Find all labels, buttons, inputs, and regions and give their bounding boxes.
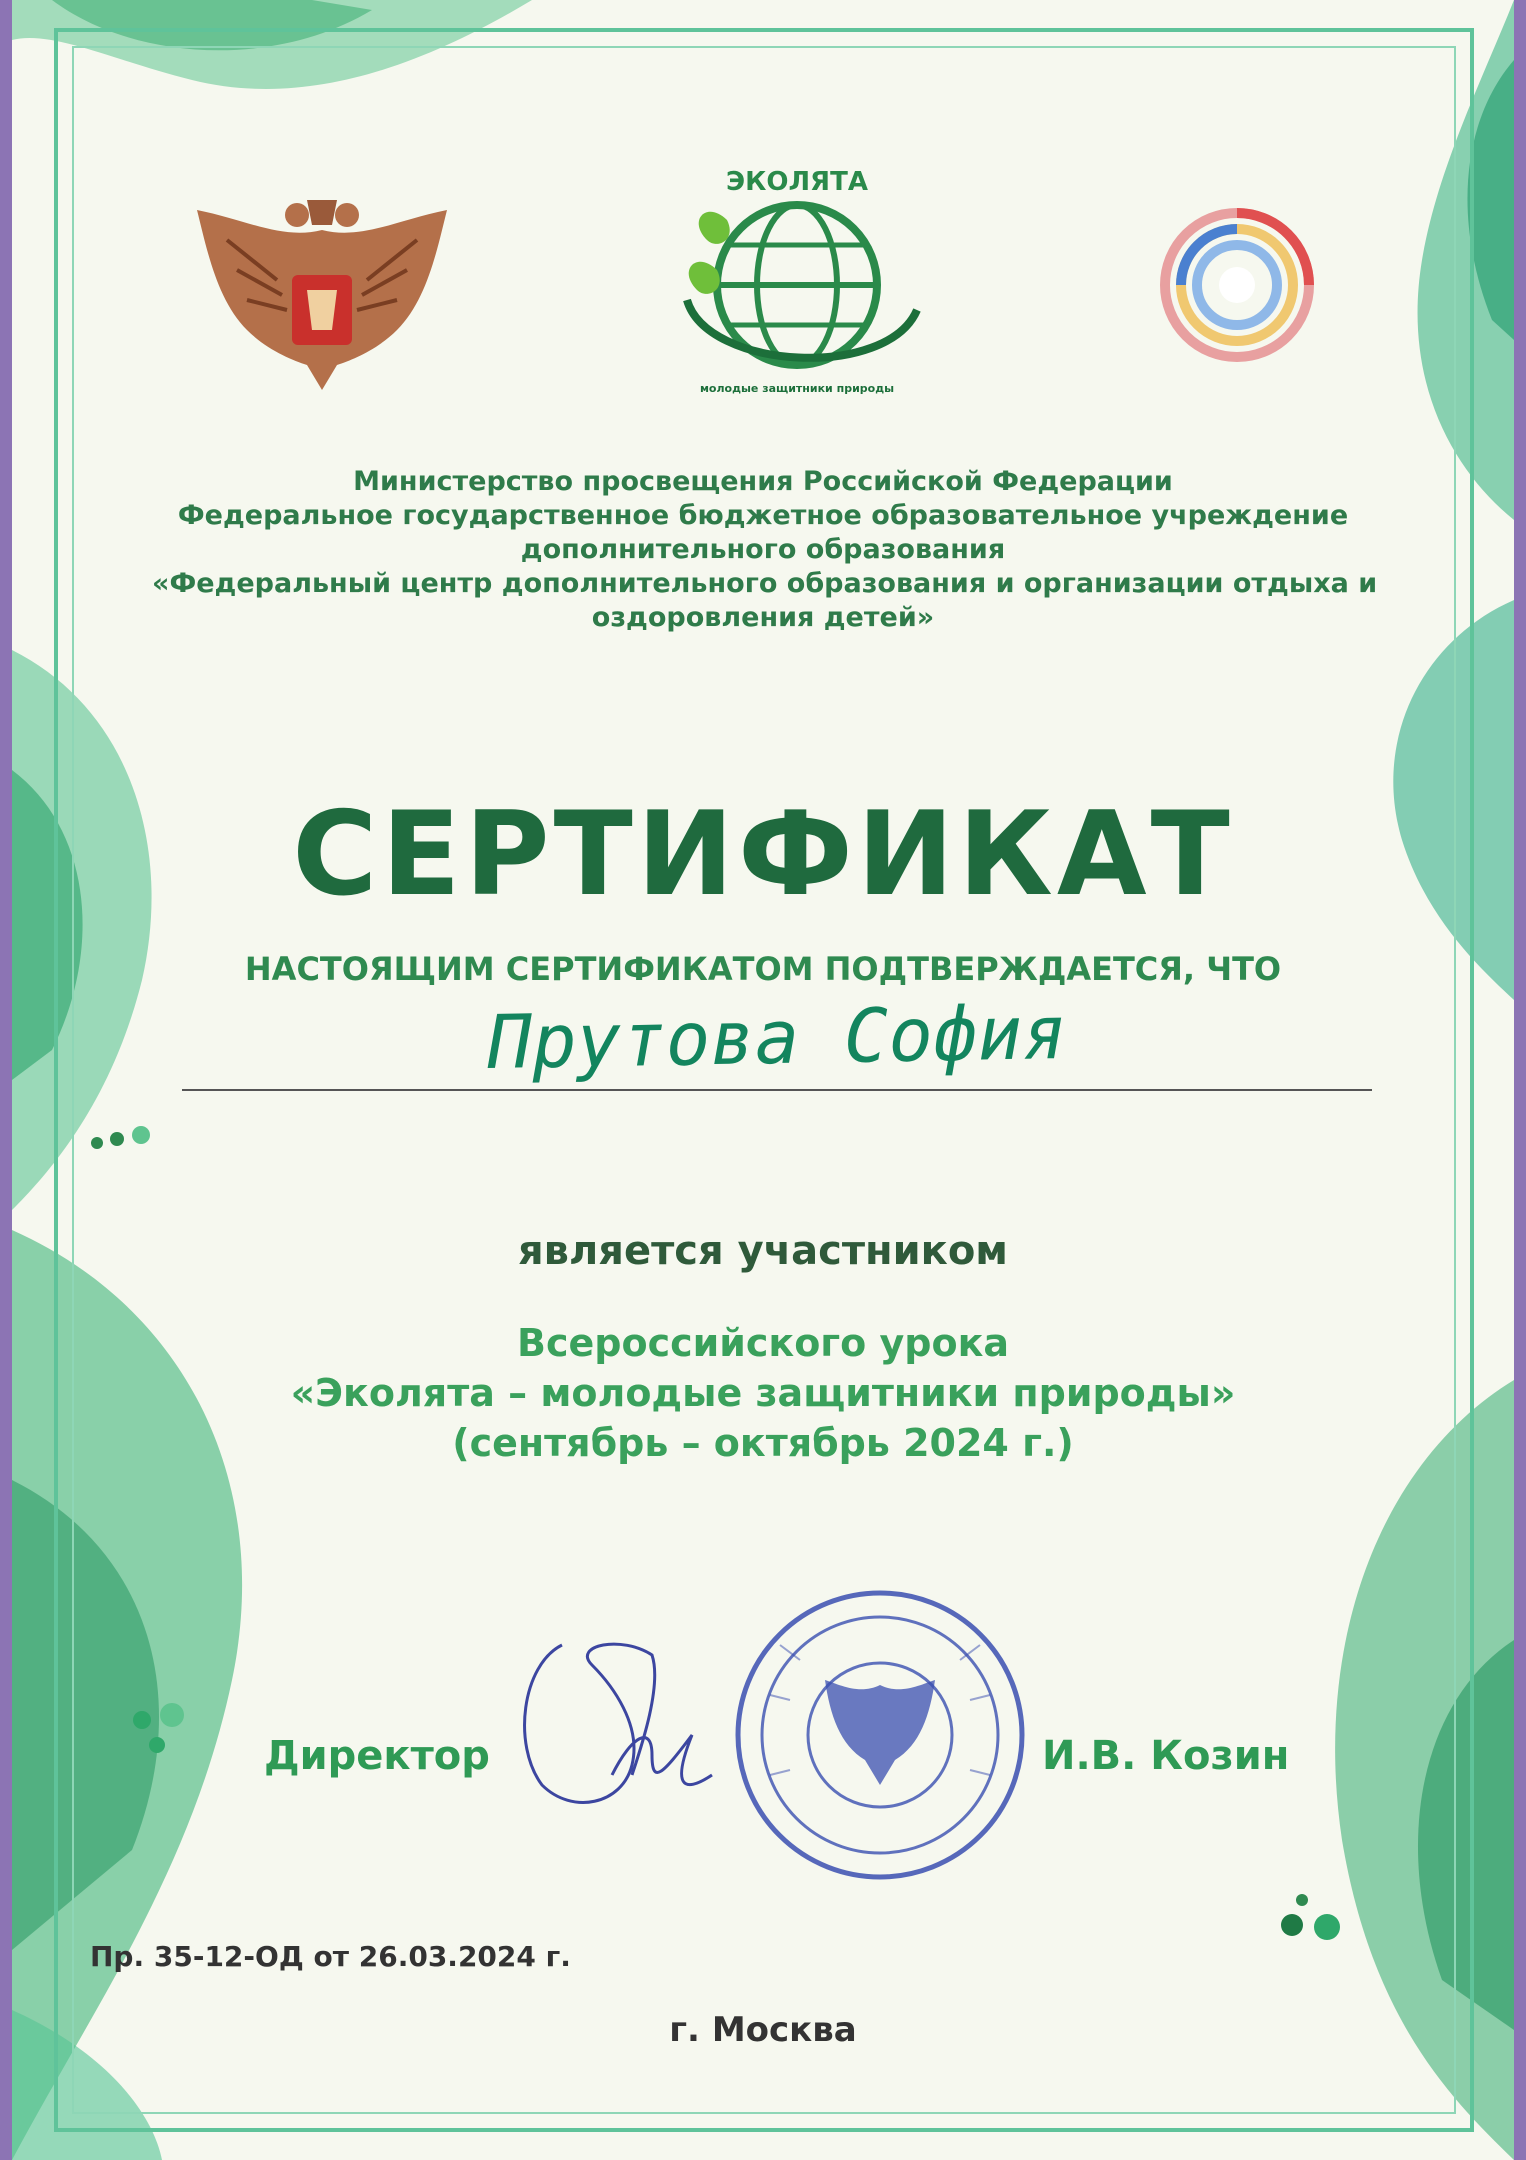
- header-line: «Федеральный центр дополнительного образования и организации отдыха и: [152, 568, 1378, 599]
- coat-of-arms-icon: [187, 190, 457, 400]
- event-description: [12, 1318, 1514, 1468]
- header-line: дополнительного образования: [520, 534, 1006, 565]
- dots-decoration-bottom-right: [1272, 1885, 1362, 1955]
- order-reference: Пр. 35-12-ОД от 26.03.2024 г.: [90, 1940, 571, 1973]
- ecolyata-logo-text: ЭКОЛЯТА: [726, 167, 868, 197]
- issue-city: г. Москва: [669, 2010, 857, 2050]
- signature-icon: [502, 1625, 742, 1825]
- name-underline: [182, 1089, 1372, 1091]
- issuer-header: [152, 465, 1378, 635]
- certificate-subtitle: НАСТОЯЩИМ СЕРТИФИКАТОМ ПОДТВЕРЖДАЕТСЯ, ЧТО: [244, 950, 1282, 988]
- recipient-name: Прутова София: [486, 989, 1068, 1087]
- federal-center-logo-icon: [1127, 175, 1347, 395]
- ecolyata-logo-subtext: молодые защитники природы: [699, 382, 895, 395]
- official-stamp-icon: [730, 1585, 1030, 1885]
- participant-text: является участником: [517, 1228, 1009, 1274]
- event-line: (сентябрь – октябрь 2024 г.): [452, 1421, 1074, 1465]
- dots-decoration-signature: [127, 1700, 207, 1760]
- director-name: И.В. Козин: [1042, 1733, 1290, 1779]
- event-line: Всероссийского урока: [517, 1321, 1009, 1365]
- header-line: Министерство просвещения Российской Федерации: [353, 466, 1173, 497]
- header-line: оздоровления детей»: [591, 602, 935, 633]
- ecolyata-logo-icon: [667, 160, 927, 400]
- certificate-page: [12, 0, 1514, 2160]
- certificate-title: СЕРТИФИКАТ: [292, 787, 1234, 922]
- dots-decoration-left: [87, 1125, 167, 1155]
- director-label: Директор: [264, 1733, 490, 1779]
- event-line: «Эколята – молодые защитники природы»: [290, 1371, 1236, 1415]
- header-line: Федеральное государственное бюджетное образовательное учреждение: [177, 500, 1349, 531]
